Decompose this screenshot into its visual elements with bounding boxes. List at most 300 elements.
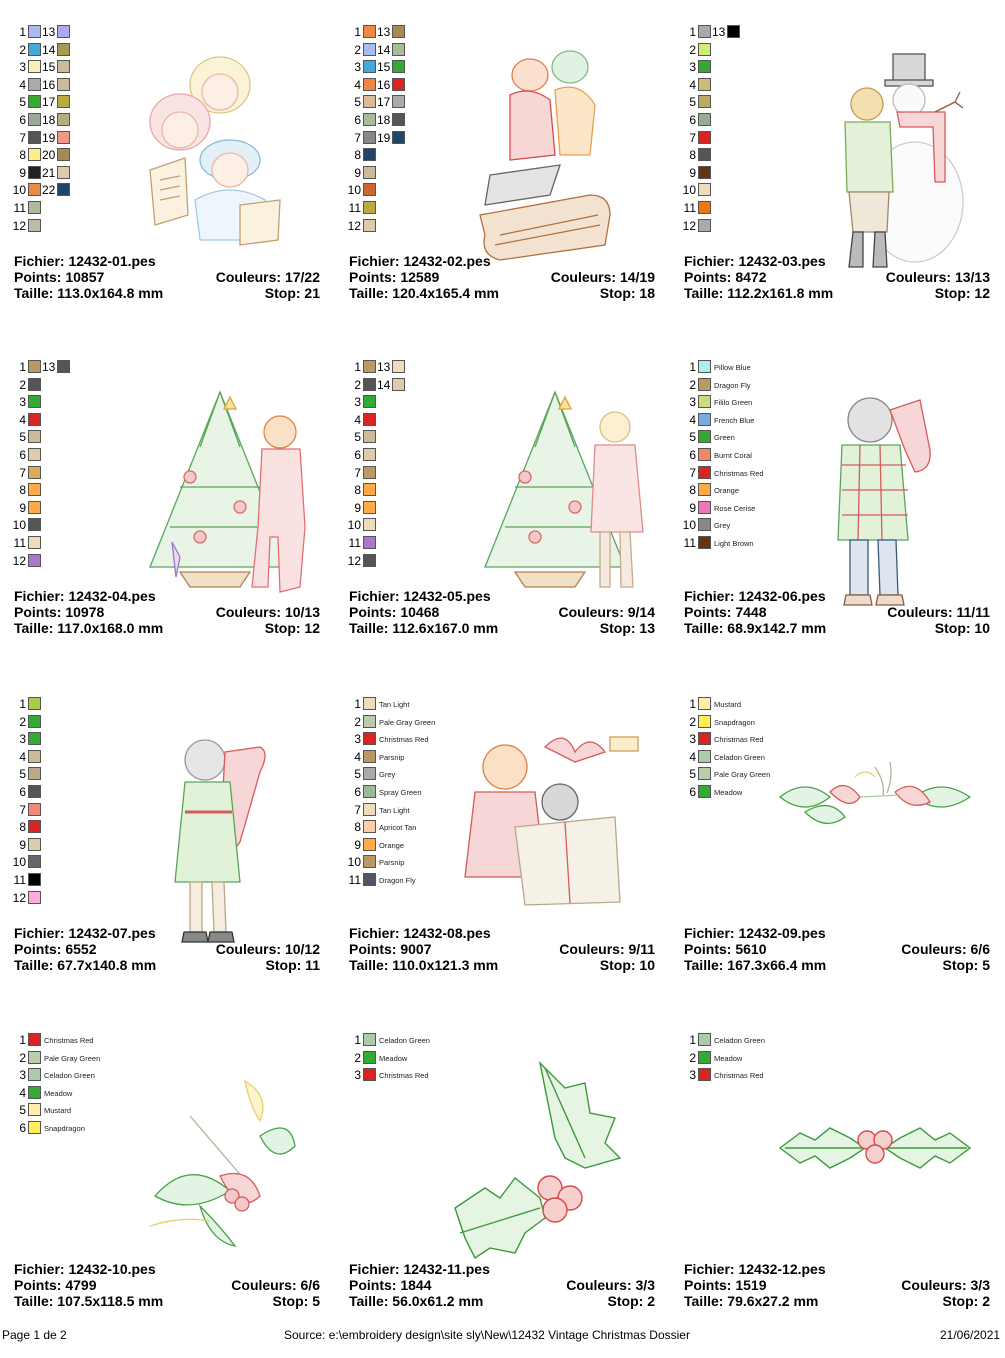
color-count: Couleurs: 10/13 <box>215 604 320 620</box>
color-swatch <box>28 43 41 56</box>
palette-index: 8 <box>19 483 26 498</box>
palette-index: 11 <box>348 201 361 215</box>
palette-index: 13 <box>377 360 391 374</box>
thread-name: Meadow <box>714 1053 743 1063</box>
color-swatch <box>57 360 70 373</box>
stitch-count: Points: 10857 <box>14 269 105 285</box>
color-swatch <box>363 536 376 549</box>
color-swatch <box>698 697 711 710</box>
design-card <box>0 692 330 1022</box>
color-swatch <box>698 732 711 745</box>
palette-index: 11 <box>683 536 696 550</box>
palette-index: 5 <box>689 767 696 782</box>
source-path: Source: e:\embroidery design\site sly\New\12432 Vintage Christmas Dossier <box>284 1328 690 1342</box>
palette-index: 1 <box>689 360 696 374</box>
thread-name: Meadow <box>44 1088 73 1098</box>
palette-index: 9 <box>19 165 26 180</box>
palette-index: 7 <box>354 465 361 480</box>
color-swatch <box>28 148 41 161</box>
color-count: Couleurs: 3/3 <box>901 1277 990 1293</box>
palette-index: 18 <box>42 113 56 127</box>
color-swatch <box>698 395 711 408</box>
palette-index: 9 <box>689 165 696 180</box>
thread-name: Christmas Red <box>714 735 764 745</box>
palette-index: 14 <box>42 42 56 57</box>
thread-name: Christmas Red <box>714 1071 764 1081</box>
color-count: Couleurs: 9/14 <box>558 604 655 620</box>
thread-name: Snapdragon <box>44 1124 85 1133</box>
design-size: Taille: 167.3x66.4 mm <box>684 957 827 973</box>
palette-index: 12 <box>12 218 26 233</box>
thread-name: French Blue <box>714 415 755 425</box>
palette-index: 11 <box>13 201 26 215</box>
file-name: Fichier: 12432-08.pes <box>349 925 491 941</box>
color-swatch <box>363 413 376 426</box>
color-swatch <box>363 131 376 144</box>
color-swatch <box>28 750 41 763</box>
stop-count: Stop: 2 <box>607 1293 655 1309</box>
color-swatch <box>363 838 376 851</box>
palette-index: 2 <box>354 714 361 729</box>
design-size: Taille: 117.0x168.0 mm <box>14 620 164 636</box>
stitch-count: Points: 9007 <box>349 941 432 957</box>
thread-name: Pale Gray Green <box>714 770 771 780</box>
color-swatch <box>698 518 711 531</box>
color-swatch <box>698 413 711 426</box>
color-swatch <box>28 201 41 214</box>
palette-index: 4 <box>354 412 361 427</box>
design-card <box>670 20 1000 350</box>
color-swatch <box>363 1033 376 1046</box>
palette-index: 4 <box>354 749 361 764</box>
design-size: Taille: 56.0x61.2 mm <box>349 1293 484 1309</box>
palette-index: 10 <box>347 183 361 198</box>
palette-index: 10 <box>12 518 26 533</box>
stop-count: Stop: 12 <box>264 620 320 636</box>
color-swatch <box>28 732 41 745</box>
color-swatch <box>363 501 376 514</box>
color-swatch <box>698 219 711 232</box>
palette-index: 6 <box>689 113 696 127</box>
thread-name: Christmas Red <box>714 468 764 478</box>
color-swatch <box>363 219 376 232</box>
palette-index: 4 <box>689 412 696 427</box>
color-swatch <box>363 855 376 868</box>
design-size: Taille: 67.7x140.8 mm <box>14 957 157 973</box>
stitch-count: Points: 5610 <box>684 941 767 957</box>
color-count: Couleurs: 10/12 <box>215 941 320 957</box>
palette-index: 3 <box>689 395 696 410</box>
palette-index: 1 <box>354 697 361 711</box>
color-swatch <box>28 219 41 232</box>
thread-name: Christmas Red <box>44 1036 94 1045</box>
color-swatch <box>363 483 376 496</box>
palette-index: 4 <box>19 749 26 764</box>
design-info <box>684 588 990 638</box>
file-name: Fichier: 12432-10.pes <box>14 1261 156 1277</box>
palette-index: 8 <box>19 148 26 163</box>
color-swatch <box>28 166 41 179</box>
thread-name: Celadon Green <box>44 1071 95 1081</box>
color-swatch <box>28 131 41 144</box>
palette-index: 8 <box>689 148 696 163</box>
palette-index: 12 <box>347 218 361 233</box>
palette-index: 2 <box>19 714 26 729</box>
color-swatch <box>363 430 376 443</box>
design-size: Taille: 120.4x165.4 mm <box>349 285 499 301</box>
thread-name: Pillow Blue <box>714 363 751 372</box>
thread-name: Meadow <box>714 788 743 797</box>
color-swatch <box>57 95 70 108</box>
palette-index: 13 <box>42 360 56 374</box>
color-swatch <box>698 201 711 214</box>
thread-name: Christmas Red <box>379 735 429 745</box>
thread-name: Grey <box>714 521 731 531</box>
palette-index: 8 <box>19 820 26 835</box>
palette-index: 11 <box>348 873 361 887</box>
color-swatch <box>363 360 376 373</box>
stitch-count: Points: 10468 <box>349 604 440 620</box>
color-swatch <box>698 448 711 461</box>
stitch-count: Points: 12589 <box>349 269 440 285</box>
thread-name: Orange <box>714 486 740 496</box>
palette-index: 2 <box>354 42 361 57</box>
palette-index: 13 <box>42 25 56 39</box>
color-swatch <box>698 183 711 196</box>
file-name: Fichier: 12432-12.pes <box>684 1261 826 1277</box>
palette-index: 1 <box>689 25 696 39</box>
thread-name: Pale Gray Green <box>44 1053 101 1063</box>
palette-index: 3 <box>689 60 696 75</box>
color-swatch <box>363 78 376 91</box>
color-swatch <box>28 1033 41 1046</box>
palette-index: 6 <box>689 448 696 462</box>
palette-index: 18 <box>377 113 391 127</box>
palette-index: 12 <box>682 218 696 233</box>
stop-count: Stop: 13 <box>599 620 655 636</box>
color-swatch <box>363 113 376 126</box>
palette-index: 12 <box>347 553 361 568</box>
color-swatch <box>28 60 41 73</box>
palette-index: 9 <box>354 837 361 852</box>
color-count: Couleurs: 9/11 <box>559 941 655 957</box>
palette-index: 8 <box>354 148 361 163</box>
stop-count: Stop: 21 <box>264 285 320 301</box>
palette-index: 1 <box>354 25 361 39</box>
color-swatch <box>363 767 376 780</box>
stitch-count: Points: 6552 <box>14 941 97 957</box>
design-size: Taille: 68.9x142.7 mm <box>684 620 827 636</box>
color-swatch <box>727 25 740 38</box>
color-swatch <box>28 1103 41 1116</box>
design-card <box>335 355 665 685</box>
color-swatch <box>57 78 70 91</box>
color-swatch <box>28 1051 41 1064</box>
color-swatch <box>28 715 41 728</box>
thread-name: Dragon Fly <box>714 380 751 390</box>
color-swatch <box>28 1121 41 1134</box>
color-swatch <box>698 131 711 144</box>
palette-index: 9 <box>689 500 696 515</box>
palette-index: 1 <box>354 360 361 374</box>
color-swatch <box>698 378 711 391</box>
palette-index: 9 <box>354 500 361 515</box>
palette-index: 1 <box>19 25 26 39</box>
palette-index: 10 <box>682 183 696 198</box>
palette-index: 8 <box>354 820 361 835</box>
color-count: Couleurs: 13/13 <box>885 269 990 285</box>
palette-index: 11 <box>348 536 361 550</box>
color-swatch <box>698 25 711 38</box>
color-swatch <box>28 413 41 426</box>
color-swatch <box>363 1051 376 1064</box>
palette-index: 3 <box>354 60 361 75</box>
thread-name: Fililo Green <box>714 398 753 408</box>
embroidery-preview <box>805 52 965 277</box>
palette-index: 4 <box>19 412 26 427</box>
palette-index: 6 <box>354 785 361 799</box>
color-swatch <box>363 554 376 567</box>
thread-name: Celadon Green <box>714 1036 765 1045</box>
color-swatch <box>57 60 70 73</box>
color-swatch <box>28 767 41 780</box>
color-count: Couleurs: 17/22 <box>215 269 320 285</box>
stitch-count: Points: 8472 <box>684 269 767 285</box>
color-swatch <box>363 148 376 161</box>
palette-index: 9 <box>19 837 26 852</box>
palette-index: 17 <box>377 95 391 110</box>
design-card <box>670 692 1000 1022</box>
design-card <box>670 1028 1000 1358</box>
palette-index: 7 <box>689 465 696 480</box>
design-info <box>14 925 320 975</box>
palette-index: 11 <box>13 536 26 550</box>
palette-index: 12 <box>12 890 26 905</box>
color-swatch <box>698 1033 711 1046</box>
file-name: Fichier: 12432-05.pes <box>349 588 491 604</box>
design-size: Taille: 113.0x164.8 mm <box>14 285 164 301</box>
color-swatch <box>363 1068 376 1081</box>
design-size: Taille: 112.2x161.8 mm <box>684 285 834 301</box>
color-swatch <box>363 873 376 886</box>
palette-index: 20 <box>42 148 56 163</box>
color-swatch <box>392 131 405 144</box>
palette-index: 10 <box>347 518 361 533</box>
design-info <box>684 925 990 975</box>
color-count: Couleurs: 11/11 <box>887 604 990 620</box>
embroidery-preview <box>820 390 960 615</box>
palette-index: 7 <box>354 130 361 145</box>
color-swatch <box>392 25 405 38</box>
palette-index: 3 <box>19 60 26 75</box>
stitch-count: Points: 4799 <box>14 1277 97 1293</box>
color-swatch <box>363 448 376 461</box>
thread-name: Light Brown <box>714 539 754 548</box>
palette-index: 7 <box>19 130 26 145</box>
design-info <box>14 1261 320 1311</box>
color-swatch <box>363 43 376 56</box>
file-name: Fichier: 12432-07.pes <box>14 925 156 941</box>
color-swatch <box>698 715 711 728</box>
color-swatch <box>392 360 405 373</box>
color-swatch <box>28 501 41 514</box>
palette-index: 10 <box>347 855 361 870</box>
thread-name: Parsnip <box>379 858 405 868</box>
color-swatch <box>363 25 376 38</box>
palette-index: 7 <box>19 465 26 480</box>
color-swatch <box>698 43 711 56</box>
design-size: Taille: 79.6x27.2 mm <box>684 1293 819 1309</box>
color-count: Couleurs: 6/6 <box>231 1277 320 1293</box>
color-swatch <box>28 891 41 904</box>
palette-index: 2 <box>19 1050 26 1065</box>
file-name: Fichier: 12432-09.pes <box>684 925 826 941</box>
color-swatch <box>28 518 41 531</box>
palette-index: 4 <box>19 1085 26 1100</box>
design-card <box>0 1028 330 1358</box>
color-swatch <box>363 697 376 710</box>
palette-index: 6 <box>689 785 696 799</box>
color-swatch <box>698 501 711 514</box>
palette-index: 8 <box>689 483 696 498</box>
color-swatch <box>363 732 376 745</box>
palette-index: 6 <box>354 113 361 127</box>
palette-index: 2 <box>689 377 696 392</box>
palette-index: 6 <box>19 1121 26 1135</box>
design-card <box>335 1028 665 1358</box>
palette-index: 13 <box>712 25 726 39</box>
stop-count: Stop: 11 <box>265 957 320 973</box>
color-swatch <box>363 466 376 479</box>
color-swatch <box>28 483 41 496</box>
color-swatch <box>28 360 41 373</box>
palette-index: 1 <box>689 697 696 711</box>
color-swatch <box>28 395 41 408</box>
palette-index: 3 <box>354 732 361 747</box>
color-swatch <box>363 183 376 196</box>
palette-index: 14 <box>377 377 391 392</box>
palette-index: 5 <box>689 95 696 110</box>
color-swatch <box>363 201 376 214</box>
palette-index: 5 <box>19 767 26 782</box>
color-swatch <box>28 430 41 443</box>
color-swatch <box>698 483 711 496</box>
palette-index: 3 <box>354 395 361 410</box>
palette-index: 3 <box>354 1068 361 1083</box>
color-swatch <box>698 750 711 763</box>
design-card <box>0 20 330 350</box>
embroidery-preview <box>140 50 300 255</box>
palette-index: 17 <box>42 95 56 110</box>
thread-name: Mustard <box>714 700 742 709</box>
design-info <box>349 253 655 303</box>
thread-name: Meadow <box>379 1053 408 1063</box>
thread-name: Celadon Green <box>379 1036 430 1045</box>
palette-index: 5 <box>689 430 696 445</box>
palette-index: 1 <box>689 1033 696 1047</box>
color-swatch <box>28 838 41 851</box>
palette-index: 2 <box>19 42 26 57</box>
thread-name: Mustard <box>44 1106 72 1116</box>
palette-index: 4 <box>19 77 26 92</box>
color-swatch <box>57 25 70 38</box>
color-swatch <box>698 148 711 161</box>
palette-index: 1 <box>354 1033 361 1047</box>
thread-name: Burnt Coral <box>714 451 752 460</box>
palette-index: 21 <box>42 165 56 180</box>
palette-index: 14 <box>377 42 391 57</box>
palette-index: 5 <box>19 430 26 445</box>
embroidery-preview <box>470 45 630 270</box>
palette-index: 2 <box>19 377 26 392</box>
palette-index: 13 <box>377 25 391 39</box>
design-info <box>349 588 655 638</box>
color-swatch <box>28 873 41 886</box>
color-swatch <box>28 1068 41 1081</box>
palette-index: 22 <box>42 183 56 198</box>
stop-count: Stop: 10 <box>599 957 655 973</box>
color-swatch <box>392 95 405 108</box>
color-swatch <box>28 536 41 549</box>
color-swatch <box>28 1086 41 1099</box>
design-info <box>684 1261 990 1311</box>
stop-count: Stop: 5 <box>272 1293 320 1309</box>
palette-index: 10 <box>12 855 26 870</box>
color-swatch <box>28 697 41 710</box>
color-swatch <box>57 148 70 161</box>
color-swatch <box>698 78 711 91</box>
palette-index: 6 <box>354 448 361 462</box>
palette-index: 7 <box>19 802 26 817</box>
color-swatch <box>57 166 70 179</box>
color-count: Couleurs: 3/3 <box>566 1277 655 1293</box>
palette-index: 11 <box>683 201 696 215</box>
palette-index: 6 <box>19 448 26 462</box>
palette-index: 3 <box>19 395 26 410</box>
palette-index: 6 <box>19 785 26 799</box>
palette-index: 5 <box>354 95 361 110</box>
design-size: Taille: 110.0x121.3 mm <box>349 957 499 973</box>
color-swatch <box>28 448 41 461</box>
stop-count: Stop: 10 <box>934 620 990 636</box>
color-swatch <box>698 113 711 126</box>
thread-name: Grey <box>379 770 396 780</box>
thread-name: Orange <box>379 840 405 850</box>
palette-index: 2 <box>689 1050 696 1065</box>
color-swatch <box>28 820 41 833</box>
color-swatch <box>392 43 405 56</box>
stitch-count: Points: 1844 <box>349 1277 432 1293</box>
color-swatch <box>698 767 711 780</box>
palette-index: 5 <box>354 767 361 782</box>
file-name: Fichier: 12432-01.pes <box>14 253 156 269</box>
design-info <box>684 253 990 303</box>
page-number: Page 1 de 2 <box>2 1328 67 1342</box>
thread-name: Christmas Red <box>379 1071 429 1081</box>
palette-index: 5 <box>19 1103 26 1118</box>
palette-index: 15 <box>42 60 56 75</box>
palette-index: 5 <box>19 95 26 110</box>
color-swatch <box>392 113 405 126</box>
color-swatch <box>28 466 41 479</box>
stitch-count: Points: 1519 <box>684 1277 767 1293</box>
embroidery-preview <box>775 1108 975 1193</box>
palette-index: 15 <box>377 60 391 75</box>
design-info <box>14 253 320 303</box>
palette-index: 3 <box>689 1068 696 1083</box>
color-swatch <box>28 95 41 108</box>
color-swatch <box>363 60 376 73</box>
